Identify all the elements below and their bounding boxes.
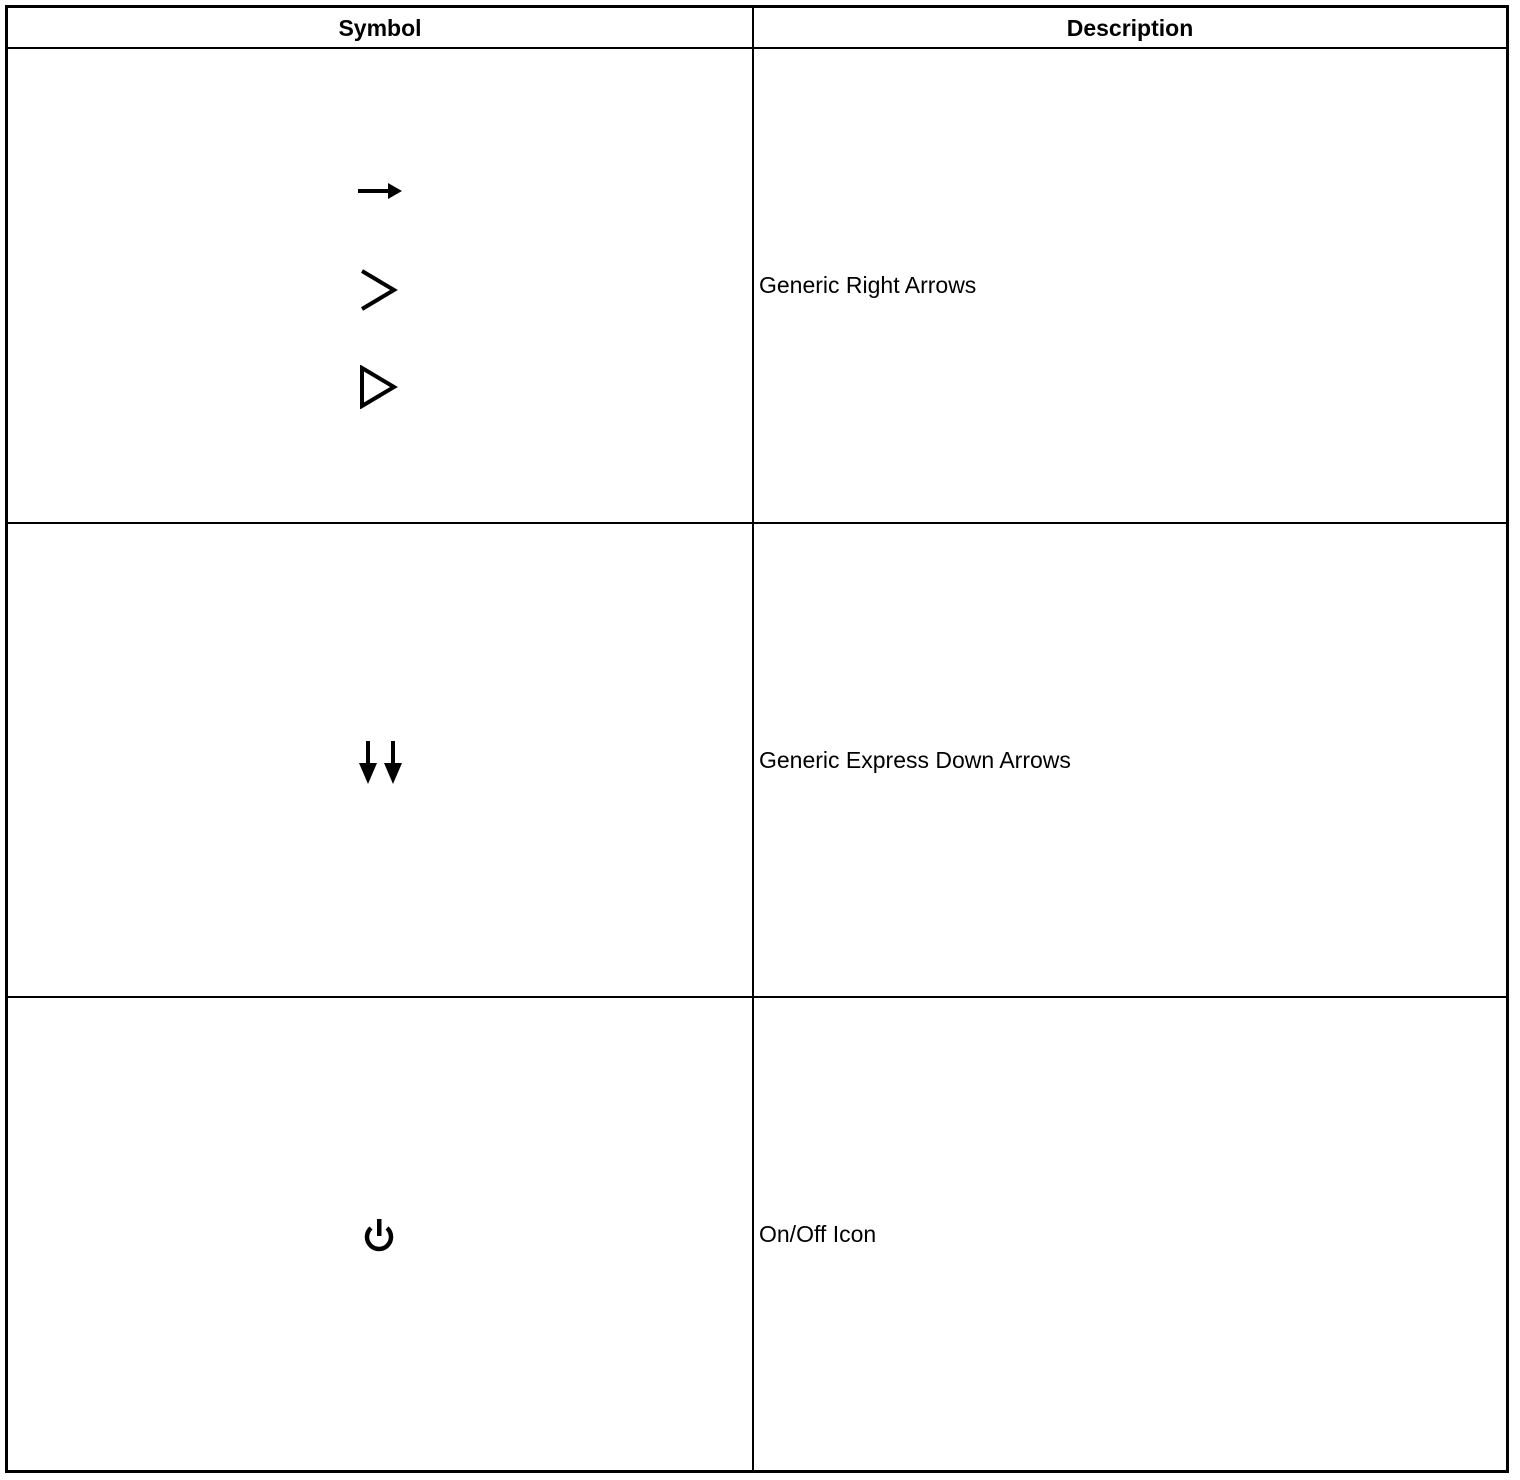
symbol-cell (8, 49, 752, 522)
description-cell (754, 49, 1506, 522)
description-text: Generic Express Down Arrows (759, 746, 1071, 773)
symbol-cell (8, 998, 752, 1470)
power-icon (360, 1217, 398, 1255)
right-arrow-icon (356, 179, 406, 203)
description-text: On/Off Icon (759, 1220, 877, 1247)
symbol-cell (8, 524, 752, 996)
table-row (8, 998, 1506, 1470)
column-divider (752, 8, 754, 1470)
symbol-table (5, 5, 1509, 1473)
header-description: Description (1066, 15, 1194, 41)
description-text: Generic Right Arrows (759, 272, 977, 298)
chevron-right-icon (358, 267, 400, 313)
table-row (8, 49, 1506, 524)
table-header-row (8, 8, 1506, 49)
double-down-arrow-icon (358, 739, 404, 787)
table-row (8, 524, 1506, 998)
description-cell (754, 998, 1506, 1470)
description-cell (754, 524, 1506, 996)
header-symbol: Symbol (338, 15, 422, 41)
triangle-right-outline-icon (358, 365, 400, 409)
